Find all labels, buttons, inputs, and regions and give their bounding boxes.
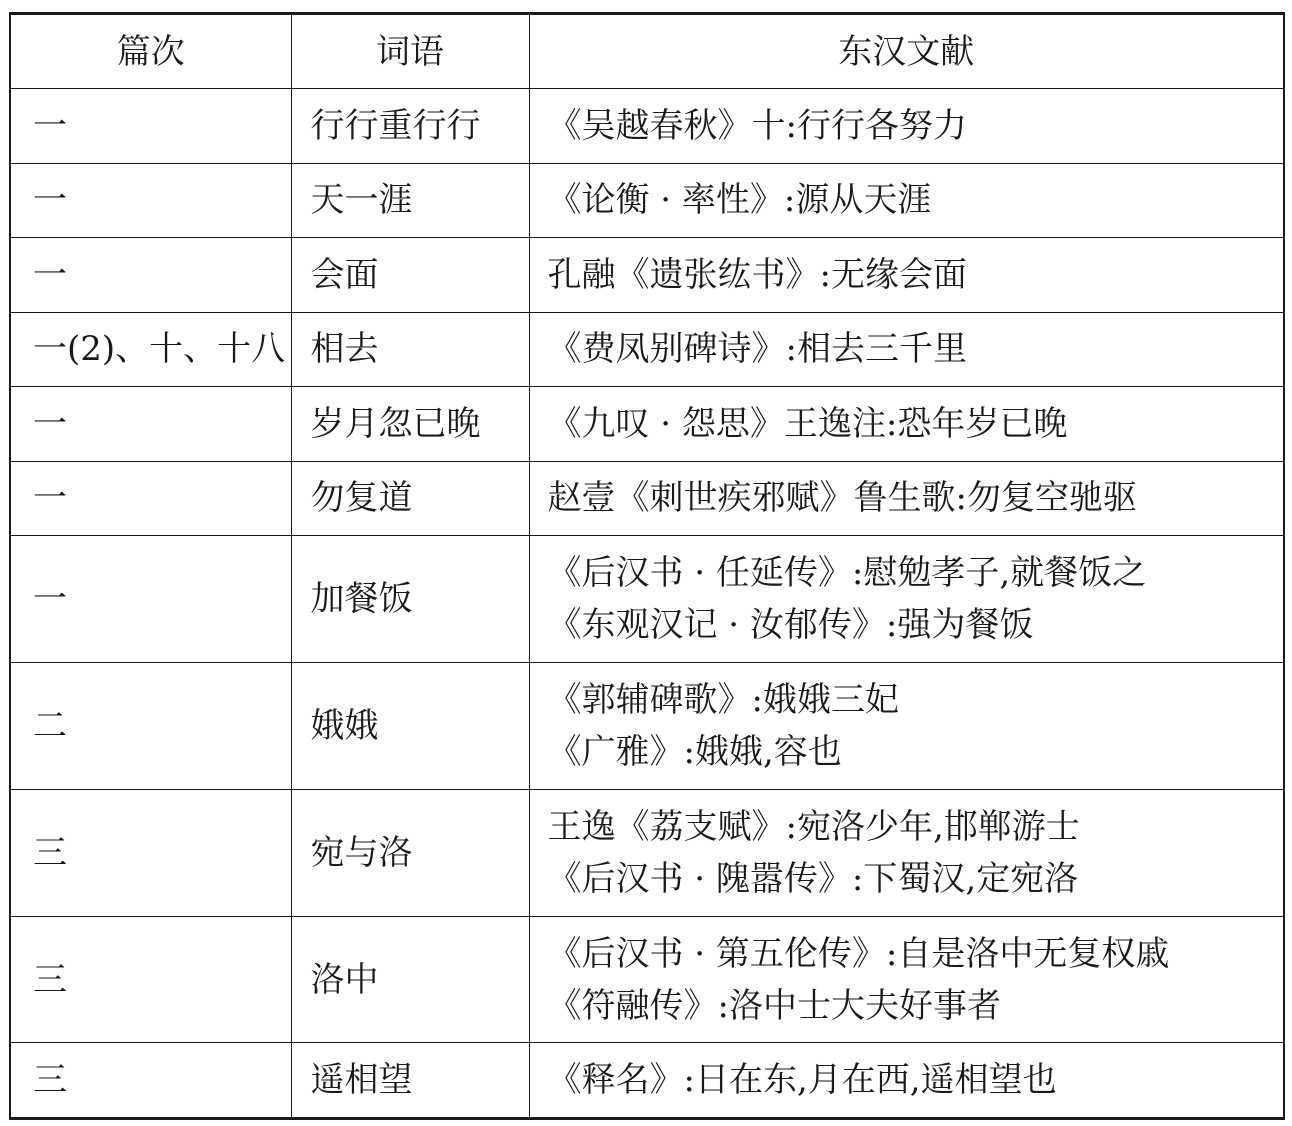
table-row: [10, 387, 1284, 462]
citation-line: 《东观汉记 · 汝郁传》:强为餐饭: [547, 604, 1034, 645]
cell-pianci: 一(2)、十、十八: [10, 312, 291, 387]
table-row: [10, 312, 1284, 387]
cell-donghan-wenxian: [529, 789, 1284, 916]
cell-ciyu: 岁月忽已晚: [291, 387, 529, 462]
cell-pianci: 一: [10, 387, 291, 462]
table-row: [10, 916, 1284, 1043]
citation-line: 《郭辅碑歌》:娥娥三妃: [547, 679, 899, 720]
cell-ciyu: 洛中: [291, 916, 529, 1043]
cell-pianci: 三: [10, 916, 291, 1043]
citation-line: 《论衡 · 率性》:源从天涯: [547, 180, 932, 221]
table-row: [10, 163, 1284, 238]
citation-line: 赵壹《刺世疾邪赋》鲁生歌:勿复空驰驱: [547, 478, 1137, 519]
cell-ciyu: 相去: [291, 312, 529, 387]
cell-ciyu: 勿复道: [291, 461, 529, 536]
cell-donghan-wenxian: [529, 461, 1284, 536]
cell-donghan-wenxian: [529, 312, 1284, 387]
cell-ciyu: 遥相望: [291, 1043, 529, 1119]
table-body: [10, 89, 1284, 1119]
citation-line: 《费凤别碑诗》:相去三千里: [547, 329, 967, 370]
header-donghan-wenxian: 东汉文献: [529, 14, 1284, 89]
citation-line: 《广雅》:娥娥,容也: [547, 731, 842, 772]
cell-pianci: 一: [10, 238, 291, 313]
table-row: [10, 1043, 1284, 1119]
cell-donghan-wenxian: [529, 387, 1284, 462]
citation-line: 《九叹 · 怨思》王逸注:恐年岁已晚: [547, 403, 1068, 444]
cell-pianci: 一: [10, 536, 291, 663]
cell-pianci: 三: [10, 789, 291, 916]
cell-ciyu: 天一涯: [291, 163, 529, 238]
cell-donghan-wenxian: [529, 536, 1284, 663]
cell-ciyu: 加餐饭: [291, 536, 529, 663]
citation-line: 《后汉书 · 第五伦传》:自是洛中无复权戚: [547, 933, 1170, 974]
cell-pianci: 三: [10, 1043, 291, 1119]
cell-pianci: 一: [10, 89, 291, 164]
cell-ciyu: 宛与洛: [291, 789, 529, 916]
table-row: [10, 662, 1284, 789]
cell-donghan-wenxian: [529, 238, 1284, 313]
header-ciyu: 词语: [291, 14, 529, 89]
cell-ciyu: 娥娥: [291, 662, 529, 789]
table-row: [10, 789, 1284, 916]
cell-pianci: 一: [10, 461, 291, 536]
cell-donghan-wenxian: [529, 1043, 1284, 1119]
citation-line: 《后汉书 · 任延传》:慰勉孝子,就餐饭之: [547, 552, 1147, 593]
cell-donghan-wenxian: [529, 662, 1284, 789]
citation-line: 孔融《遗张纮书》:无缘会面: [547, 254, 967, 295]
table-row: [10, 89, 1284, 164]
header-row: [10, 14, 1284, 89]
cell-donghan-wenxian: [529, 916, 1284, 1043]
literature-table-container: [9, 12, 1283, 1120]
cell-pianci: 二: [10, 662, 291, 789]
literature-table: [9, 12, 1285, 1120]
table-row: [10, 461, 1284, 536]
citation-line: 《后汉书 · 隗嚣传》:下蜀汉,定宛洛: [547, 858, 1079, 899]
citation-line: 《吴越春秋》十:行行各努力: [547, 105, 967, 146]
cell-pianci: 一: [10, 163, 291, 238]
table-row: [10, 238, 1284, 313]
citation-line: 《符融传》:洛中士大夫好事者: [547, 985, 1001, 1026]
header-pianci: 篇次: [10, 14, 291, 89]
cell-donghan-wenxian: [529, 89, 1284, 164]
table-row: [10, 536, 1284, 663]
cell-donghan-wenxian: [529, 163, 1284, 238]
citation-line: 《释名》:日在东,月在西,遥相望也: [547, 1060, 1057, 1101]
cell-ciyu: 会面: [291, 238, 529, 313]
citation-line: 王逸《荔支赋》:宛洛少年,邯郸游士: [547, 806, 1080, 847]
cell-ciyu: 行行重行行: [291, 89, 529, 164]
